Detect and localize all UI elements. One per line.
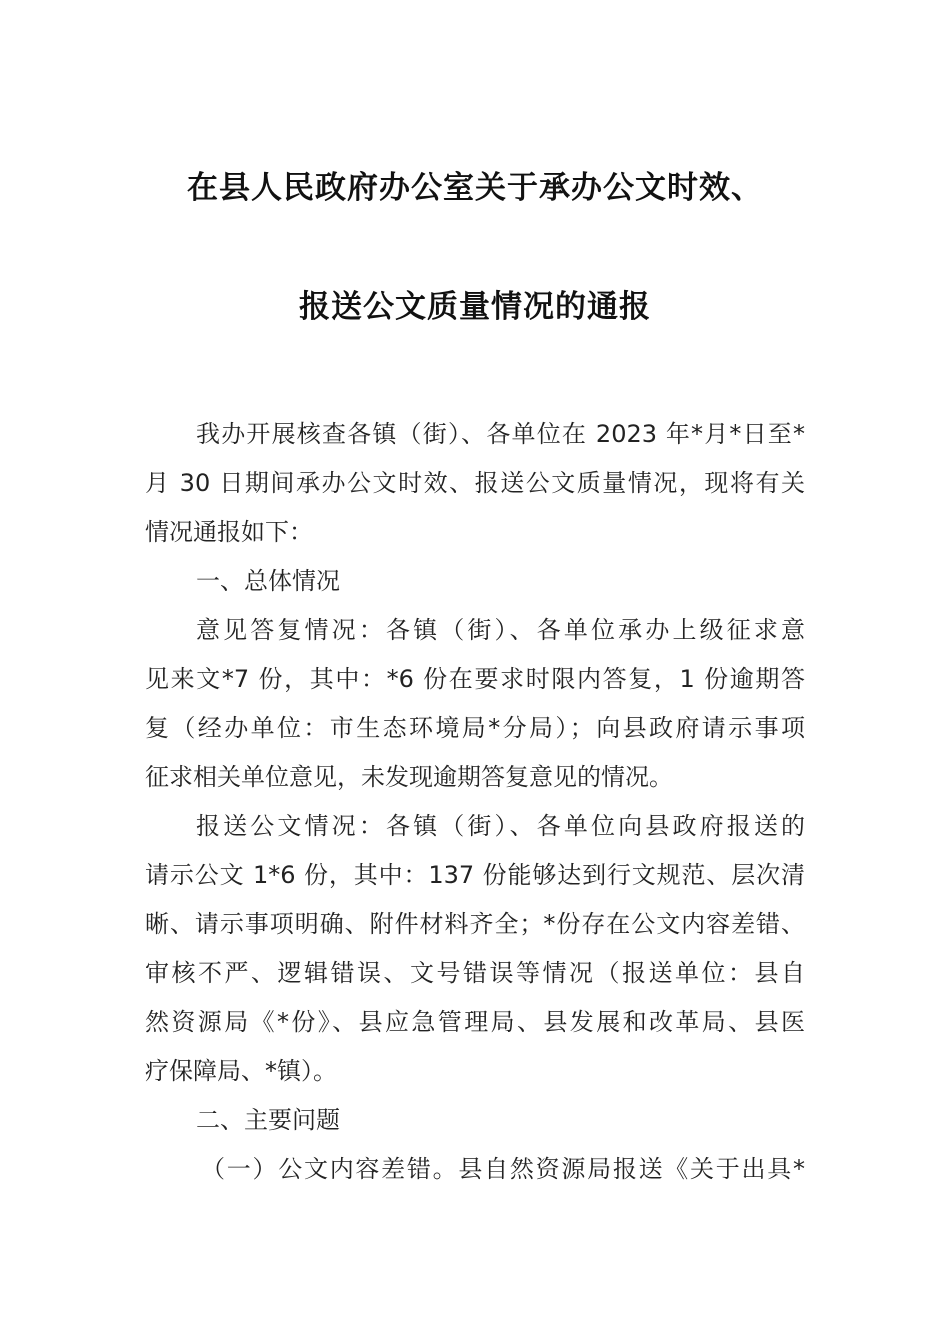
- paragraph-line: 征求相关单位意见，未发现逾期答复意见的情况。: [145, 763, 673, 791]
- paragraph-line: 报送公文情况：各镇（街）、各单位向县政府报送的: [196, 812, 805, 840]
- section-heading-overall: [145, 557, 805, 606]
- paragraph-line: 我办开展核查各镇（街）、各单位在 2023 年*月*日至*: [196, 420, 805, 448]
- paragraph-submission: [145, 802, 805, 1096]
- paragraph-opinion-reply: [145, 606, 805, 802]
- paragraph-content-errors: [145, 1145, 805, 1194]
- paragraph-line: 审核不严、逻辑错误、文号错误等情况（报送单位：县自: [145, 959, 805, 987]
- paragraph-line: （一）公文内容差错。县自然资源局报送《关于出具*: [201, 1155, 805, 1183]
- paragraph-line: 月 30 日期间承办公文时效、报送公文质量情况，现将有关: [145, 469, 805, 497]
- document-title-line-1: 在县人民政府办公室关于承办公文时效、: [187, 170, 763, 206]
- document-body: [145, 410, 805, 1194]
- paragraph-line: 疗保障局、*镇）。: [145, 1057, 337, 1085]
- section-heading: 二、主要问题: [196, 1106, 340, 1134]
- paragraph-line: 然资源局《*份》、县应急管理局、县发展和改革局、县医: [145, 1008, 805, 1036]
- document-title-line-2: 报送公文质量情况的通报: [299, 289, 651, 325]
- paragraph-line: 晰、请示事项明确、附件材料齐全；*份存在公文内容差错、: [145, 910, 805, 938]
- paragraph-line: 见来文*7 份，其中：*6 份在要求时限内答复，1 份逾期答: [145, 665, 805, 693]
- paragraph-intro: [145, 410, 805, 557]
- section-heading: 一、总体情况: [196, 567, 340, 595]
- paragraph-line: 情况通报如下：: [145, 518, 313, 546]
- section-heading-main-problems: [145, 1096, 805, 1145]
- paragraph-line: 请示公文 1*6 份，其中：137 份能够达到行文规范、层次清: [145, 861, 805, 889]
- paragraph-line: 意见答复情况：各镇（街）、各单位承办上级征求意: [196, 616, 805, 644]
- paragraph-line: 复（经办单位：市生态环境局*分局）；向县政府请示事项: [145, 714, 805, 742]
